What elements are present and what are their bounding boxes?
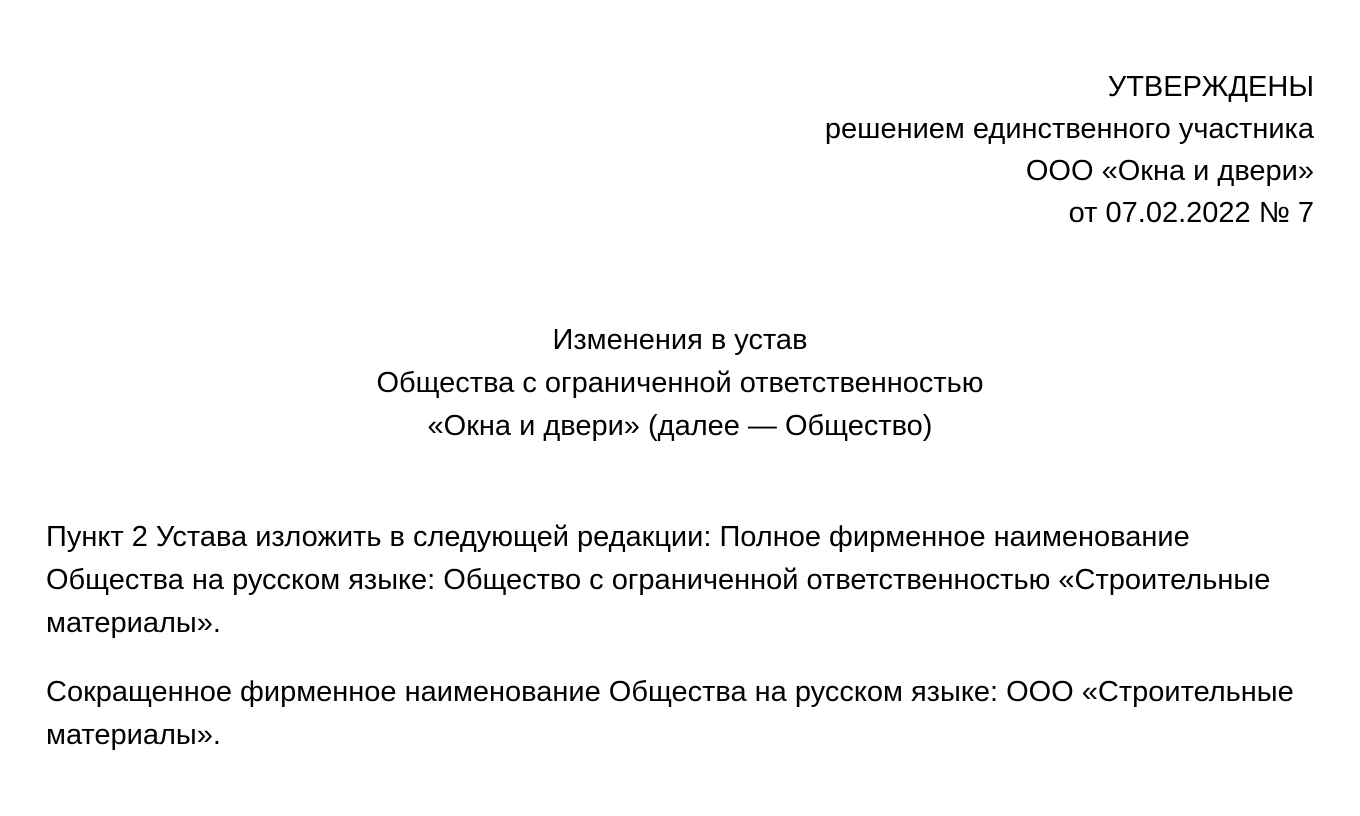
title-line-1: Изменения в устав <box>552 324 808 356</box>
body-paragraph-2: Сокращенное фирменное наименование Общества на русском языке: ООО «Строительные материалы». <box>46 676 1294 751</box>
approval-date-number-line: от 07.02.2022 № 7 <box>1068 197 1314 229</box>
approval-company-line: ООО «Окна и двери» <box>1025 155 1314 187</box>
title-line-2: Общества с ограниченной ответственностью <box>376 367 984 399</box>
body-paragraph-1: Пункт 2 Устава изложить в следующей редакции: Полное фирменное наименование Общества на русском языке: Общество с ограниченной ответственностью «Строительные материалы». <box>46 521 1271 639</box>
approval-heading: УТВЕРЖДЕНЫ <box>1107 71 1314 103</box>
title-line-3: «Окна и двери» (далее — Общество) <box>427 410 933 442</box>
approval-block <box>825 66 1314 234</box>
document-body <box>46 516 1326 783</box>
approval-decision-line: решением единственного участника <box>824 113 1314 145</box>
document-title <box>0 319 1360 448</box>
